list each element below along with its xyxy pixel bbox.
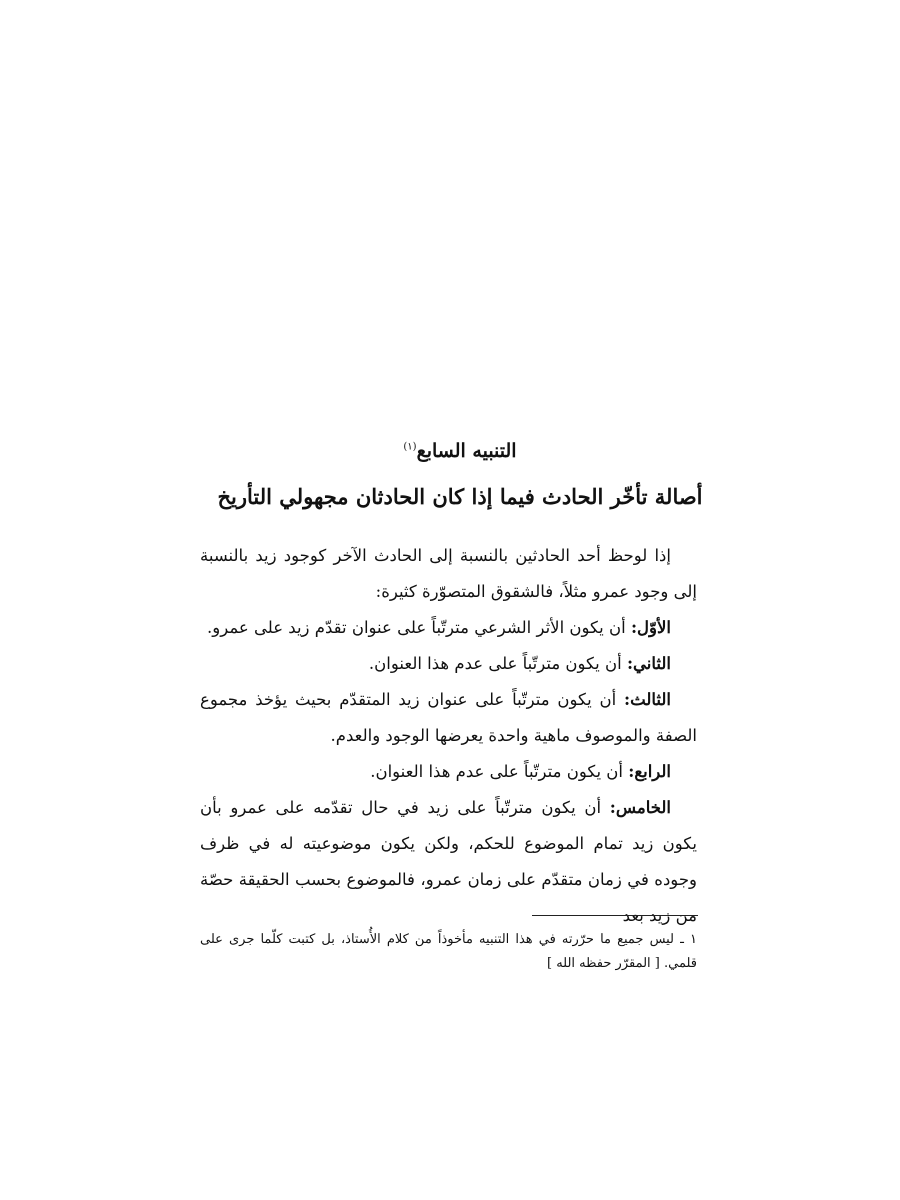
item-text: أن يكون مترتّباً على زيد في حال تقدّمه على عمرو بأن يكون زيد تمام الموضوع للحكم، ولكن يكون موضوعيته له في ظرف وجوده في زمان متقدّم على زمان عمرو، فالموضوع بحسب الحقيقة حصّة من زيد بعد [200, 798, 697, 925]
section-title [200, 440, 720, 462]
section-title-text: التنبيه السابع [416, 440, 517, 462]
item-label: الخامس: [609, 798, 671, 817]
footnote: ١ ـ ليس جميع ما حرّرته في هذا التنبيه مأخوذاً من كلام الأُستاذ، بل كتبت كلّما جرى على قلمي. [ المقرّر حفظه الله ] [200, 932, 697, 971]
item-text: أن يكون مترتّباً على عدم هذا العنوان. [370, 762, 629, 781]
item-label: الأوّل: [630, 618, 671, 637]
item-label: الثالث: [624, 690, 671, 709]
intro-paragraph: إذا لوحظ أحد الحادثين بالنسبة إلى الحادث الآخر كوجود زيد بالنسبة إلى وجود عمرو مثلاً، فالشقوق المتصوّرة كثيرة: [200, 546, 697, 601]
footnote-marker: (١) [403, 441, 417, 453]
list-item-third [200, 682, 697, 754]
list-item-fourth [200, 754, 671, 790]
footnote-divider [532, 915, 698, 916]
list-item-second [200, 646, 671, 682]
item-label: الثاني: [626, 654, 671, 673]
item-text: أن يكون الأثر الشرعي مترتّباً على عنوان تقدّم زيد على عمرو. [207, 618, 631, 637]
section-subtitle: أصالة تأخّر الحادث فيما إذا كان الحادثان مجهولي التأريخ [217, 484, 703, 509]
list-item-first [200, 610, 671, 646]
list-item-fifth [200, 790, 697, 934]
item-text: أن يكون مترتّباً على عنوان زيد المتقدّم بحيث يؤخذ مجموع الصفة والموصوف ماهية واحدة يعرضها الوجود والعدم. [200, 690, 697, 745]
item-text: أن يكون مترتّباً على عدم هذا العنوان. [368, 654, 627, 673]
item-label: الرابع: [628, 762, 671, 781]
